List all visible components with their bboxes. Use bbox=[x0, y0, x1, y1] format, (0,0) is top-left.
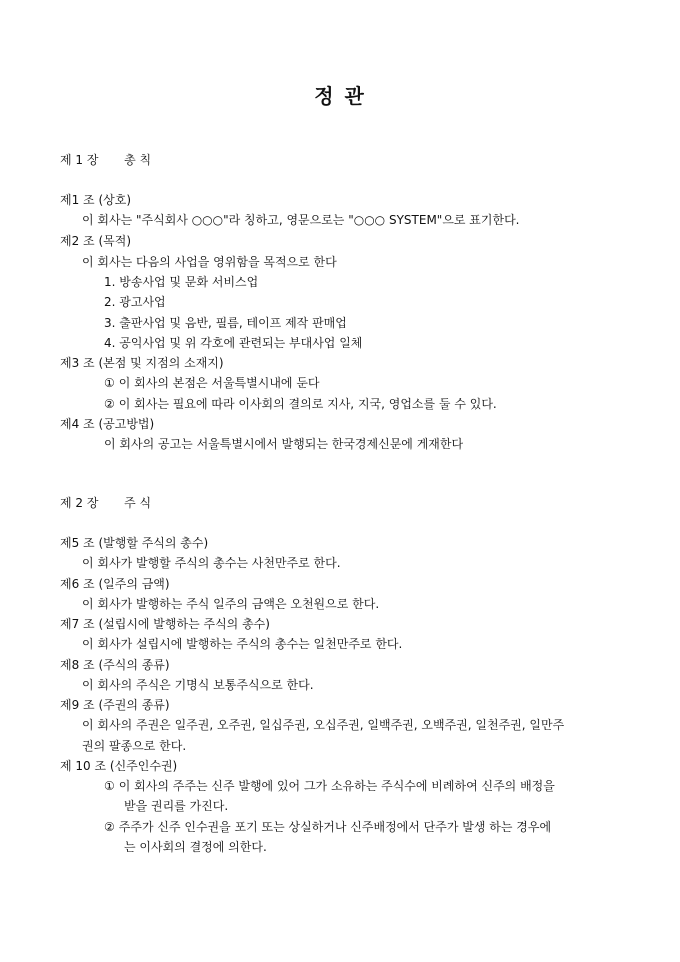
article-5-heading: 제5 조 (발행할 주식의 총수) bbox=[60, 536, 209, 550]
article-2-item-2: 2. 광고사업 bbox=[104, 295, 166, 309]
clause-mark: ② bbox=[104, 820, 115, 834]
clause-mark: ① bbox=[104, 779, 115, 793]
article-2-item-4: 4. 공익사업 및 위 각호에 관련되는 부대사업 일체 bbox=[104, 336, 363, 350]
clause-text: 이 회사의 주주는 신주 발행에 있어 그가 소유하는 주식수에 비례하여 신주의 배정을 bbox=[118, 779, 555, 793]
chapter-2-name: 주 식 bbox=[124, 496, 152, 510]
clause-mark: ② bbox=[104, 397, 115, 411]
article-9-heading: 제9 조 (주권의 종류) bbox=[60, 698, 170, 712]
article-1-heading: 제1 조 (상호) bbox=[60, 193, 131, 207]
article-4-heading: 제4 조 (공고방법) bbox=[60, 417, 155, 431]
article-5-body: 이 회사가 발행할 주식의 총수는 사천만주로 한다. bbox=[82, 556, 341, 570]
document-title: 정 관 bbox=[314, 84, 366, 108]
article-10-clause-2 bbox=[104, 819, 551, 835]
article-7-body: 이 회사가 설립시에 발행하는 주식의 총수는 일천만주로 한다. bbox=[82, 637, 403, 651]
article-9-body-line-1: 이 회사의 주권은 일주권, 오주권, 일십주권, 오십주권, 일백주권, 오백주권, 일천주권, 일만주 bbox=[82, 718, 565, 732]
article-2-item-1: 1. 방송사업 및 문화 서비스업 bbox=[104, 275, 259, 289]
article-8-heading: 제8 조 (주식의 종류) bbox=[60, 658, 170, 672]
chapter-1-heading bbox=[60, 152, 151, 168]
article-9-body-line-2: 권의 팔종으로 한다. bbox=[82, 739, 187, 753]
clause-text: 이 회사의 본점은 서울특별시내에 둔다 bbox=[118, 376, 320, 390]
article-10-clause-1 bbox=[104, 778, 555, 794]
article-2-body: 이 회사는 다음의 사업을 영위함을 목적으로 한다 bbox=[82, 255, 337, 269]
clause-mark: ① bbox=[104, 376, 115, 390]
article-2-heading: 제2 조 (목적) bbox=[60, 234, 131, 248]
article-4-body: 이 회사의 공고는 서울특별시에서 발행되는 한국경제신문에 게재한다 bbox=[104, 437, 464, 451]
article-7-heading: 제7 조 (설립시에 발행하는 주식의 총수) bbox=[60, 617, 270, 631]
article-10-heading: 제 10 조 (신주인수권) bbox=[60, 759, 178, 773]
chapter-2-heading bbox=[60, 495, 151, 511]
article-2-item-3: 3. 출판사업 및 음반, 필름, 테이프 제작 판매업 bbox=[104, 316, 347, 330]
chapter-1-name: 총 칙 bbox=[124, 153, 152, 167]
chapter-2-label: 제 2 장 bbox=[60, 496, 99, 510]
article-6-heading: 제6 조 (일주의 금액) bbox=[60, 577, 170, 591]
article-1-body: 이 회사는 "주식회사 ○○○"라 칭하고, 영문으로는 "○○○ SYSTEM"으로 표기한다. bbox=[82, 213, 520, 227]
chapter-1-label: 제 1 장 bbox=[60, 153, 99, 167]
article-3-clause-1 bbox=[104, 375, 320, 391]
clause-text: 이 회사는 필요에 따라 이사회의 결의로 지사, 지국, 영업소를 둘 수 있다. bbox=[118, 397, 497, 411]
article-6-body: 이 회사가 발행하는 주식 일주의 금액은 오천원으로 한다. bbox=[82, 597, 380, 611]
article-3-clause-2 bbox=[104, 396, 497, 412]
article-3-heading: 제3 조 (본점 및 지점의 소재지) bbox=[60, 356, 224, 370]
clause-text: 주주가 신주 인수권을 포기 또는 상실하거나 신주배정에서 단주가 발생 하는 경우에 bbox=[118, 820, 552, 834]
article-10-clause-1-continued: 받을 권리를 가진다. bbox=[124, 799, 229, 813]
article-10-clause-2-continued: 는 이사회의 결정에 의한다. bbox=[124, 840, 267, 854]
article-8-body: 이 회사의 주식은 기명식 보통주식으로 한다. bbox=[82, 678, 314, 692]
